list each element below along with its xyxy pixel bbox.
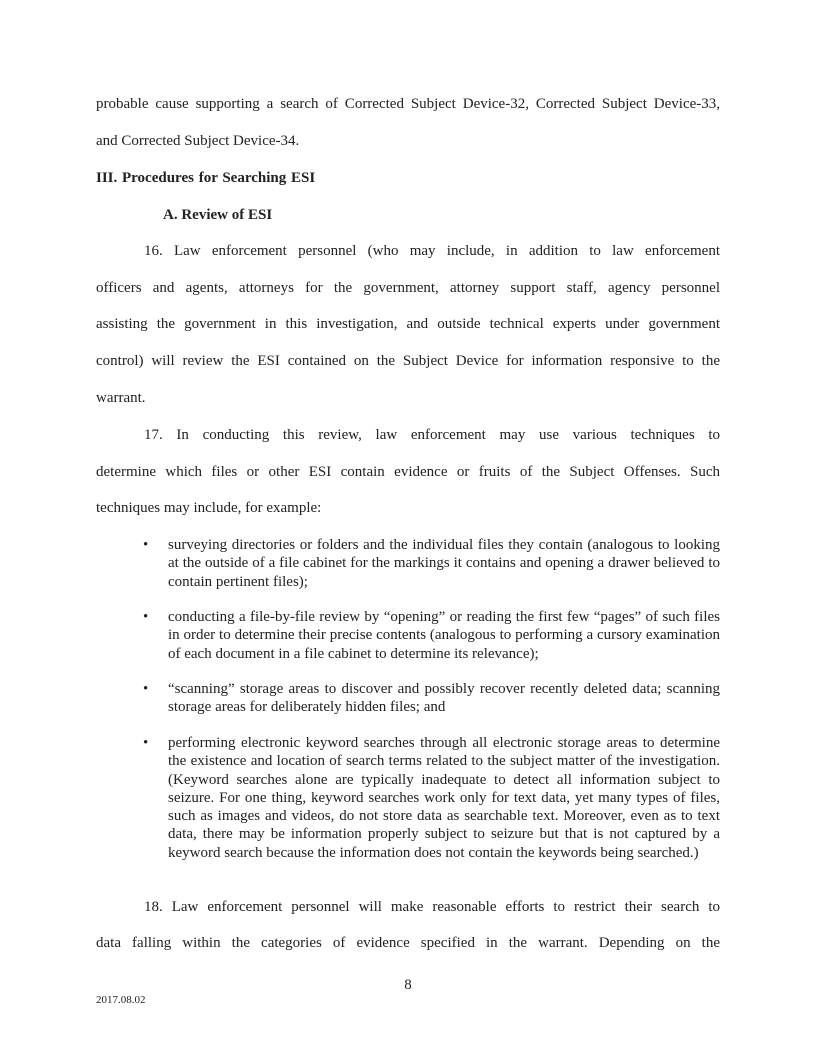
bullet-icon: • bbox=[143, 735, 149, 751]
paragraph-17-line: techniques may include, for example: bbox=[96, 500, 322, 516]
bullet-icon: • bbox=[143, 537, 149, 553]
list-item-text: “scanning” storage areas to discover and possibly recover recently deleted data; scanning storage areas for deliberately hidden files; and bbox=[168, 681, 720, 716]
paragraph-16-line: 16. Law enforcement personnel (who may include, in addition to law enforcement bbox=[144, 243, 720, 259]
list-item-text: conducting a file-by-file review by “opening” or reading the first few “pages” of such files in order to determine their precise contents (analogous to performing a cursory examination of each document in a file cabinet to determine its relevance); bbox=[168, 609, 720, 662]
bullet-icon: • bbox=[143, 681, 149, 697]
paragraph-16-line: control) will review the ESI contained on the Subject Device for information responsive to the bbox=[96, 353, 720, 369]
section-heading: III. Procedures for Searching ESI bbox=[96, 170, 316, 186]
paragraph-line: and Corrected Subject Device-34. bbox=[96, 133, 300, 149]
paragraph-16-line: warrant. bbox=[96, 390, 146, 406]
paragraph-line: probable cause supporting a search of Corrected Subject Device-32, Corrected Subject Device-33, bbox=[96, 96, 720, 112]
paragraph-18-line: 18. Law enforcement personnel will make reasonable efforts to restrict their search to bbox=[144, 899, 720, 915]
footer-date: 2017.08.02 bbox=[96, 994, 146, 1006]
list-item-text: performing electronic keyword searches through all electronic storage areas to determine the existence and location of search terms related to the subject matter of the investigation. (Keyword searches alone are typically inadequate to detect all information subject to seizure. For one thing, keyword searches work only for text data, yet many types of files, such as images and videos, do not store data as searchable text. Moreover, even as to text data, there may be information properly subject to seizure but that is not captured by a keyword search because the information does not contain the keywords being searched.) bbox=[168, 735, 720, 861]
bullet-icon: • bbox=[143, 609, 149, 625]
subsection-heading: A. Review of ESI bbox=[163, 207, 273, 223]
paragraph-16-line: assisting the government in this investigation, and outside technical experts under government bbox=[96, 316, 720, 332]
paragraph-17-line: determine which files or other ESI contain evidence or fruits of the Subject Offenses. Such bbox=[96, 464, 720, 480]
list-item-text: surveying directories or folders and the individual files they contain (analogous to looking at the outside of a file cabinet for the markings it contains and opening a drawer believed to contain pertinent files); bbox=[168, 537, 720, 590]
paragraph-18-line: data falling within the categories of evidence specified in the warrant. Depending on the bbox=[96, 935, 720, 951]
paragraph-17-line: 17. In conducting this review, law enforcement may use various techniques to bbox=[144, 427, 720, 443]
paragraph-16-line: officers and agents, attorneys for the government, attorney support staff, agency personnel bbox=[96, 280, 720, 296]
page-number: 8 bbox=[404, 977, 412, 993]
